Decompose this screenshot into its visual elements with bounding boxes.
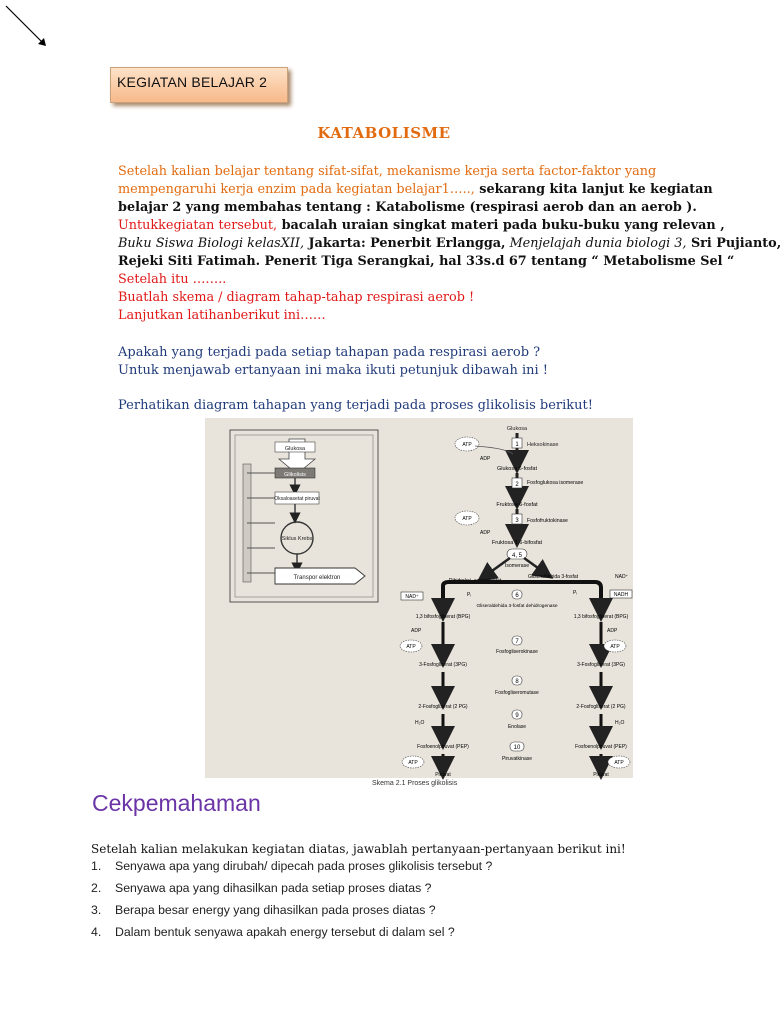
label-3pg-left: 3-Fosfogliserat (3PG): [419, 662, 467, 668]
label-isomerase: Isomerase: [504, 563, 530, 569]
para-line-5a: Buku Siswa Biologi kelasXII,: [118, 236, 305, 251]
corner-arrow-icon: [4, 4, 54, 54]
atp-2: ATP: [462, 516, 472, 522]
section-heading: Cekpemahaman: [92, 790, 261, 816]
atp-4: ATP: [408, 760, 418, 766]
adp-2: ADP: [480, 530, 491, 536]
label-3pg-right: 3-Fosfogliserat (3PG): [577, 662, 625, 668]
pathway-left-column: [400, 614, 471, 778]
label-f6p: Fruktosa 6-fosfat: [496, 502, 538, 508]
label-f16bp: Fruktosa 1,6-bifosfat: [491, 540, 543, 546]
atp-6: ATP: [614, 760, 624, 766]
label-fosfogliserokinase: Fosfogliserokinase: [496, 649, 538, 655]
list-item: [91, 880, 651, 902]
para-line-5b: Jakarta: Penerbit Erlangga,: [304, 236, 506, 251]
label-piruvat-left: Piruvat: [435, 772, 451, 778]
overview-label-krebs: Siklus Krebs: [281, 536, 313, 542]
list-item: [91, 858, 651, 880]
step-2: 2: [515, 482, 519, 488]
nad-left: NAD⁺: [405, 594, 419, 600]
nadh-right: NADH: [613, 592, 629, 598]
step-7: 7: [515, 639, 519, 645]
list-item-text: Senyawa apa yang dihasilkan pada setiap proses diatas ?: [115, 881, 432, 895]
glycolysis-diagram: [205, 418, 633, 778]
step-3: 3: [515, 518, 519, 524]
list-item-text: Dalam bentuk senyawa apakah energy tersebut di dalam sel ?: [115, 925, 455, 939]
h2o-right: H₂O: [615, 720, 625, 726]
step-6: 6: [515, 593, 519, 599]
step-4-5: 4, 5: [511, 553, 523, 559]
label-bpg-right: 1,3 bifosfogliserat (BPG): [573, 614, 629, 620]
overview-label-oksaloasetat: Oksaloasetat piruvat: [274, 496, 320, 502]
label-pep-right: Fosfoenolpiruvat (PEP): [575, 744, 627, 750]
list-item-number: 3.: [91, 903, 102, 917]
para-line-5d: Sri Pujianto,: [686, 236, 781, 251]
h2o-left: H₂O: [415, 720, 425, 726]
para-line-7: Setelah itu ……..: [118, 272, 227, 287]
label-fosfoglukosa: Fosfoglukosa isomerase: [527, 480, 584, 486]
intro-paragraph: [118, 163, 781, 325]
figure-caption: Skema 2.1 Proses glikolisis: [372, 780, 458, 787]
label-dha: Dihidroksi- asetonfosfat: [448, 578, 502, 584]
label-glukosa: Glukosa: [506, 426, 528, 432]
atp-5: ATP: [610, 644, 620, 650]
list-item: [91, 902, 651, 924]
atp-3: ATP: [406, 644, 416, 650]
para-line-8: Buatlah skema / diagram tahap-tahap respirasi aerob !: [118, 290, 475, 305]
para-line-6a: Rejeki Siti Fatimah. Penerit Tiga Serangkai, hal 33s.d 67 tentang: [118, 254, 587, 269]
atp-1: ATP: [462, 442, 472, 448]
pathway-right-column: [574, 614, 630, 778]
question-line-2: Untuk menjawab ertanyaan ini maka ikuti petunjuk dibawah ini !: [118, 363, 549, 378]
para-line-4a: Untukkegiatan tersebut,: [118, 218, 278, 233]
page-title: KATABOLISME: [317, 124, 451, 142]
label-piruvat-right: Piruvat: [593, 772, 609, 778]
adp-5: ADP: [607, 628, 618, 634]
question-line-3: Perhatikan diagram tahapan yang terjadi pada proses glikolisis berikut!: [118, 398, 593, 413]
list-item-number: 4.: [91, 925, 102, 939]
label-bpg-left: 1,3 bifosfogliserat (BPG): [415, 614, 471, 620]
list-item-number: 1.: [91, 859, 102, 873]
overview-label-glukosa: Glukosa: [284, 446, 306, 452]
para-line-2b: sekarang kita lanjut ke kegiatan: [474, 182, 713, 197]
step-1: 1: [515, 442, 519, 448]
list-item: [91, 924, 651, 946]
para-line-5c: Menjelajah dunia biologi 3,: [505, 236, 687, 251]
label-g6p: Glukosa 6-fosfat: [496, 466, 538, 472]
label-pep-left: Fosfoenolpiruvat (PEP): [417, 744, 469, 750]
glycolysis-figure: [205, 418, 633, 778]
label-fosfofruktokinase: Fosfofruktokinase: [527, 518, 568, 524]
question-line-1: Apakah yang terjadi pada setiap tahapan pada respirasi aerob ?: [118, 345, 541, 360]
overview-label-transpor: Transpor elektron: [293, 575, 341, 581]
label-piruvatkinase: Piruvatkinase: [501, 756, 533, 762]
label-g3pdh: Gliseraldehida 3-fosfat dehidrogenase: [476, 604, 558, 609]
para-line-1: Setelah kalian belajar tentang sifat-sifat, mekanisme kerja serta factor-faktor yang: [118, 164, 657, 179]
step-10: 10: [513, 745, 521, 751]
adp-3: ADP: [411, 628, 422, 634]
list-item-text: Senyawa apa yang dirubah/ dipecah pada proses glikolisis tersebut ?: [115, 859, 493, 873]
list-item-number: 2.: [91, 881, 102, 895]
label-g3p: Gliseraldehida 3-fosfat: [527, 574, 579, 580]
pi-left: Pᵢ: [467, 592, 472, 598]
nad-right: NAD⁺: [615, 574, 629, 580]
question-list: [91, 858, 651, 946]
para-line-9: Lanjutkan latihanberikut ini……: [118, 308, 326, 323]
para-line-6b: “ Metabolisme Sel “: [591, 254, 735, 269]
label-2pg-left: 2-Fosfogliserat (2 PG): [418, 704, 468, 710]
para-line-2a: mempengaruhi kerja enzim pada kegiatan belajar1…..,: [118, 182, 475, 197]
para-line-4b: bacalah uraian singkat materi pada buku-buku yang relevan ,: [277, 218, 725, 233]
para-line-3: belajar 2 yang membahas tentang : Katabolisme (respirasi aerob dan an aerob ).: [118, 200, 697, 215]
overview-label-glikolisis: Glikolisis: [284, 472, 306, 478]
list-item-text: Berapa besar energy yang dihasilkan pada proses diatas ?: [115, 903, 436, 917]
label-heksokinase: Heksokinase: [527, 442, 559, 448]
section-label: KEGIATAN BELAJAR 2: [117, 74, 268, 90]
label-fosfogliseromutase: Fosfogliseromutase: [495, 690, 539, 696]
section-intro: Setelah kalian melakukan kegiatan diatas, jawablah pertanyaan-pertanyaan berikut ini!: [91, 842, 626, 856]
adp-1: ADP: [480, 456, 491, 462]
pi-right: Pᵢ: [573, 590, 578, 596]
section-label-box: [110, 67, 288, 103]
label-2pg-right: 2-Fosfogliserat (2 PG): [576, 704, 626, 710]
label-enolase: Enolase: [507, 724, 527, 730]
step-9: 9: [515, 713, 519, 719]
step-8: 8: [515, 679, 519, 685]
